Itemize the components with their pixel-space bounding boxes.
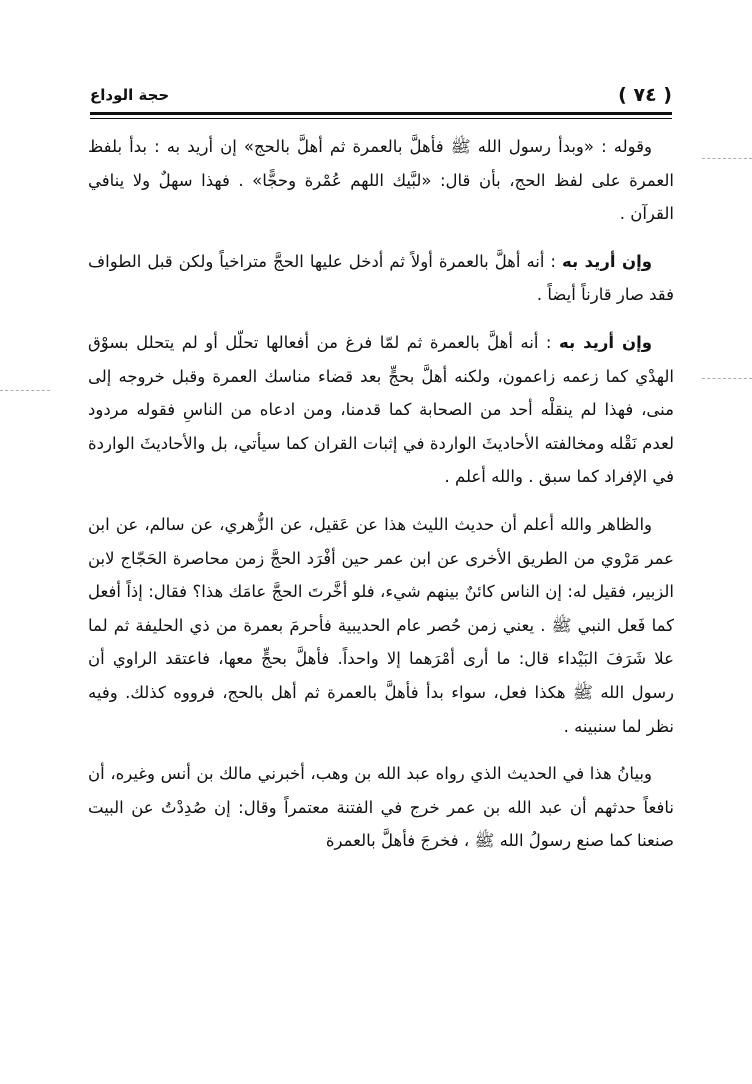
header-rule-thick [90, 112, 672, 115]
paragraph-text: وبيانُ هذا في الحديث الذي رواه عبد الله بن وهب، أخبرني مالك بن أنس وغيره، أن نافعاً حدثهم أن عبد الله بن عمر خرج في الفتنة معتمراً وقال: إن صُدِدْتُ عن البيت صنعنا كما صنع رسولُ الله ﷺ ، فخرجَ فأهلَّ بالعمرة [88, 764, 674, 851]
page-header [90, 84, 672, 110]
paragraph [88, 326, 674, 494]
paragraph-lead: وقوله [613, 137, 652, 156]
page-body [88, 130, 674, 868]
paragraph-lead: وإن أريد به [561, 251, 653, 271]
scan-fold-mark-left [0, 390, 50, 391]
paragraph [88, 508, 674, 743]
page-number: ( ٧٤ ) [618, 84, 672, 106]
paragraph [88, 130, 674, 231]
paragraph [88, 757, 674, 858]
paragraph-text: : «وبدأ رسول الله ﷺ فأهلَّ بالعمرة ثم أهلَّ بالحج» إن أريد به : بدأ بلفظ العمرة على لفظ الحج، بأن قال: «لبَّيك اللهم عُمْرة وحجًّا» . فهذا سهلٌ ولا ينافي القرآن . [88, 137, 674, 224]
scan-fold-mark-right-bottom [702, 378, 752, 379]
paragraph-lead: وإن أريد به [558, 332, 653, 352]
paragraph-text: والظاهر والله أعلم أن حديث الليث هذا عن عَقيل، عن الزُّهري، عن سالم، عن ابن عمر مَرْوي من الطريق الأخرى عن ابن عمر حين أفْرَد الحجَّ زمن محاصرة الحَجّاج لابن الزبير، فقيل له: إن الناس كائنٌ بينهم شيء، فلو أخَّرتَ الحجَّ عامَك هذا؟ فقال: إذاً أفعل كما فَعل النبي ﷺ . يعني زمن حُصر عام الحديبية فأحرمَ بعمرة من ذي الحليفة ثم لما علا شَرَفَ البَيْداء قال: ما أرى أمْرَهما إلا واحداً. فأهلَّ بحجٍّ معها، فاعتقد الراوي أن رسول الله ﷺ هكذا فعل، سواء بدأ فأهلَّ بالعمرة ثم أهل بالحج، فرووه كذلك. وفيه نظر لما سنبينه . [88, 514, 674, 736]
paragraph-text: : أنه أهلَّ بالعمرة ثم لمّا فرغ من أفعالها تحلّل أو لم يتحلل بسوْق الهدْي كما زعمه زاعمون، ولكنه أهلَّ بحجٍّ بعد قضاء مناسك العمرة وقبل خروجه إلى منى، فهذا لم ينقلْه أحد من الصحابة كما قدمنا، ومن ادعاه من الناسِ فقوله مردود لعدم نَقْله ومخالفته الأحاديثَ الواردة في إثبات القران كما سيأتي، بل والأحاديثَ الواردة في الإفراد كما سبق . والله أعلم . [88, 332, 674, 487]
paragraph [88, 245, 674, 312]
header-rule-thin [90, 118, 672, 119]
running-title: حجة الوداع [90, 86, 170, 104]
paragraph-text: : أنه أهلَّ بالعمرة أولاً ثم أدخل عليها الحجَّ متراخياً ولكن قبل الطواف فقد صار قارناً أيضاً . [88, 251, 674, 305]
scan-fold-mark-right-top [702, 158, 752, 159]
